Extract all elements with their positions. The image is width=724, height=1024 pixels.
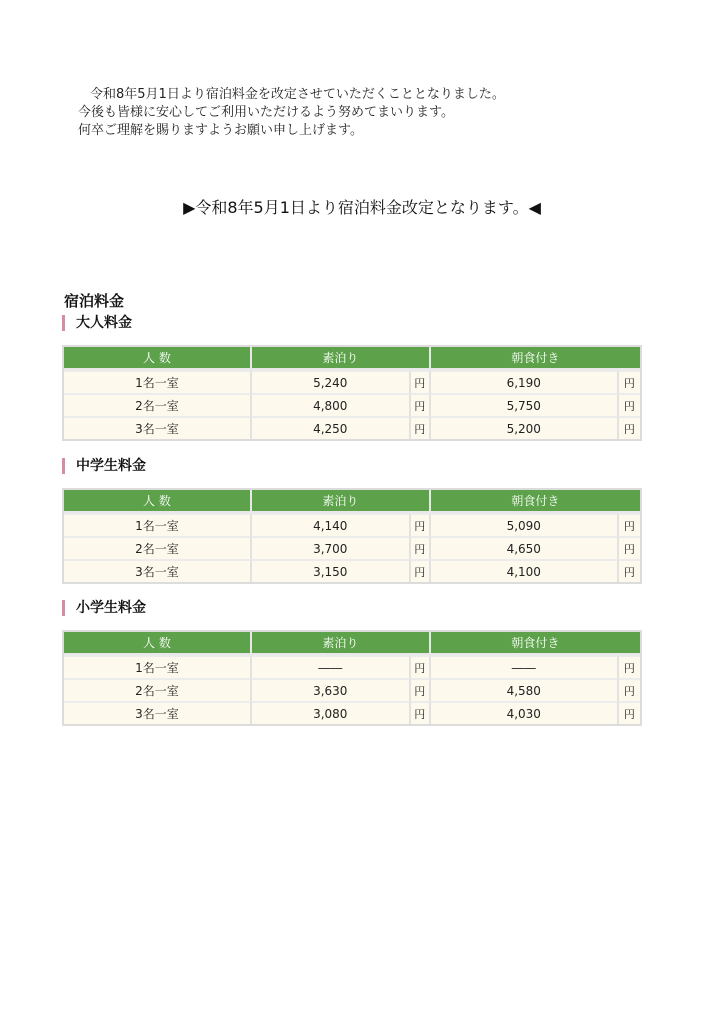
cell-with-breakfast: ―― (431, 655, 619, 678)
accent-bar (62, 458, 65, 474)
accent-bar (62, 600, 65, 616)
cell-room-only: 3,700 (252, 536, 411, 559)
header-room-only: 素泊り (252, 347, 431, 370)
rate-block-junior-high (62, 456, 642, 584)
cell-people: 1名一室 (64, 370, 252, 393)
cell-yen: 円 (619, 416, 640, 439)
header-people: 人 数 (64, 347, 252, 370)
table-header-row (64, 490, 640, 513)
intro-text (78, 86, 505, 140)
table-row (64, 393, 640, 416)
table-row (64, 701, 640, 724)
rate-block-adult (62, 313, 642, 441)
cell-room-only: ―― (252, 655, 411, 678)
cell-room-only: 3,080 (252, 701, 411, 724)
cell-yen: 円 (619, 370, 640, 393)
header-people: 人 数 (64, 490, 252, 513)
cell-people: 2名一室 (64, 678, 252, 701)
header-people: 人 数 (64, 632, 252, 655)
cell-people: 3名一室 (64, 701, 252, 724)
rate-subtitle (62, 313, 642, 333)
rate-subtitle (62, 456, 642, 476)
cell-room-only: 4,250 (252, 416, 411, 439)
intro-line-3: 何卒ご理解を賜りますようお願い申し上げます。 (78, 123, 363, 138)
table-row (64, 655, 640, 678)
cell-people: 3名一室 (64, 559, 252, 582)
cell-with-breakfast: 5,090 (431, 513, 619, 536)
cell-with-breakfast: 4,650 (431, 536, 619, 559)
cell-yen: 円 (411, 370, 431, 393)
cell-people: 3名一室 (64, 416, 252, 439)
rate-subtitle-text: 小学生料金 (76, 600, 146, 616)
cell-yen: 円 (411, 701, 431, 724)
rate-table (62, 345, 642, 441)
table-header-row (64, 632, 640, 655)
cell-with-breakfast: 6,190 (431, 370, 619, 393)
section-title: 宿泊料金 (64, 292, 125, 310)
cell-yen: 円 (619, 393, 640, 416)
cell-yen: 円 (619, 655, 640, 678)
cell-yen: 円 (411, 513, 431, 536)
table-row (64, 559, 640, 582)
cell-people: 2名一室 (64, 536, 252, 559)
cell-yen: 円 (411, 655, 431, 678)
cell-yen: 円 (411, 393, 431, 416)
header-room-only: 素泊り (252, 490, 431, 513)
rate-table (62, 630, 642, 726)
accent-bar (62, 315, 65, 331)
cell-room-only: 3,150 (252, 559, 411, 582)
cell-room-only: 3,630 (252, 678, 411, 701)
cell-with-breakfast: 4,100 (431, 559, 619, 582)
cell-with-breakfast: 5,750 (431, 393, 619, 416)
cell-yen: 円 (619, 513, 640, 536)
intro-line-1: 令和8年5月1日より宿泊料金を改定させていただくこととなりました。 (90, 87, 505, 102)
cell-yen: 円 (411, 536, 431, 559)
table-row (64, 513, 640, 536)
rate-subtitle-text: 大人料金 (76, 315, 132, 331)
cell-people: 1名一室 (64, 655, 252, 678)
cell-people: 2名一室 (64, 393, 252, 416)
cell-room-only: 4,140 (252, 513, 411, 536)
table-row (64, 678, 640, 701)
header-with-breakfast: 朝食付き (431, 490, 640, 513)
cell-with-breakfast: 5,200 (431, 416, 619, 439)
table-header-row (64, 347, 640, 370)
table-row (64, 536, 640, 559)
cell-yen: 円 (619, 559, 640, 582)
cell-yen: 円 (411, 416, 431, 439)
cell-yen: 円 (411, 678, 431, 701)
cell-people: 1名一室 (64, 513, 252, 536)
rate-table (62, 488, 642, 584)
cell-with-breakfast: 4,030 (431, 701, 619, 724)
header-room-only: 素泊り (252, 632, 431, 655)
cell-yen: 円 (619, 701, 640, 724)
revision-headline: ▶令和8年5月1日より宿泊料金改定となります。◀ (183, 198, 541, 217)
intro-line-2: 今後も皆様に安心してご利用いただけるよう努めてまいります。 (78, 105, 454, 120)
rate-subtitle-text: 中学生料金 (76, 458, 146, 474)
cell-yen: 円 (411, 559, 431, 582)
cell-with-breakfast: 4,580 (431, 678, 619, 701)
rate-block-elementary (62, 598, 642, 726)
table-row (64, 416, 640, 439)
cell-room-only: 5,240 (252, 370, 411, 393)
table-row (64, 370, 640, 393)
cell-room-only: 4,800 (252, 393, 411, 416)
header-with-breakfast: 朝食付き (431, 632, 640, 655)
rate-subtitle (62, 598, 642, 618)
cell-yen: 円 (619, 536, 640, 559)
header-with-breakfast: 朝食付き (431, 347, 640, 370)
cell-yen: 円 (619, 678, 640, 701)
